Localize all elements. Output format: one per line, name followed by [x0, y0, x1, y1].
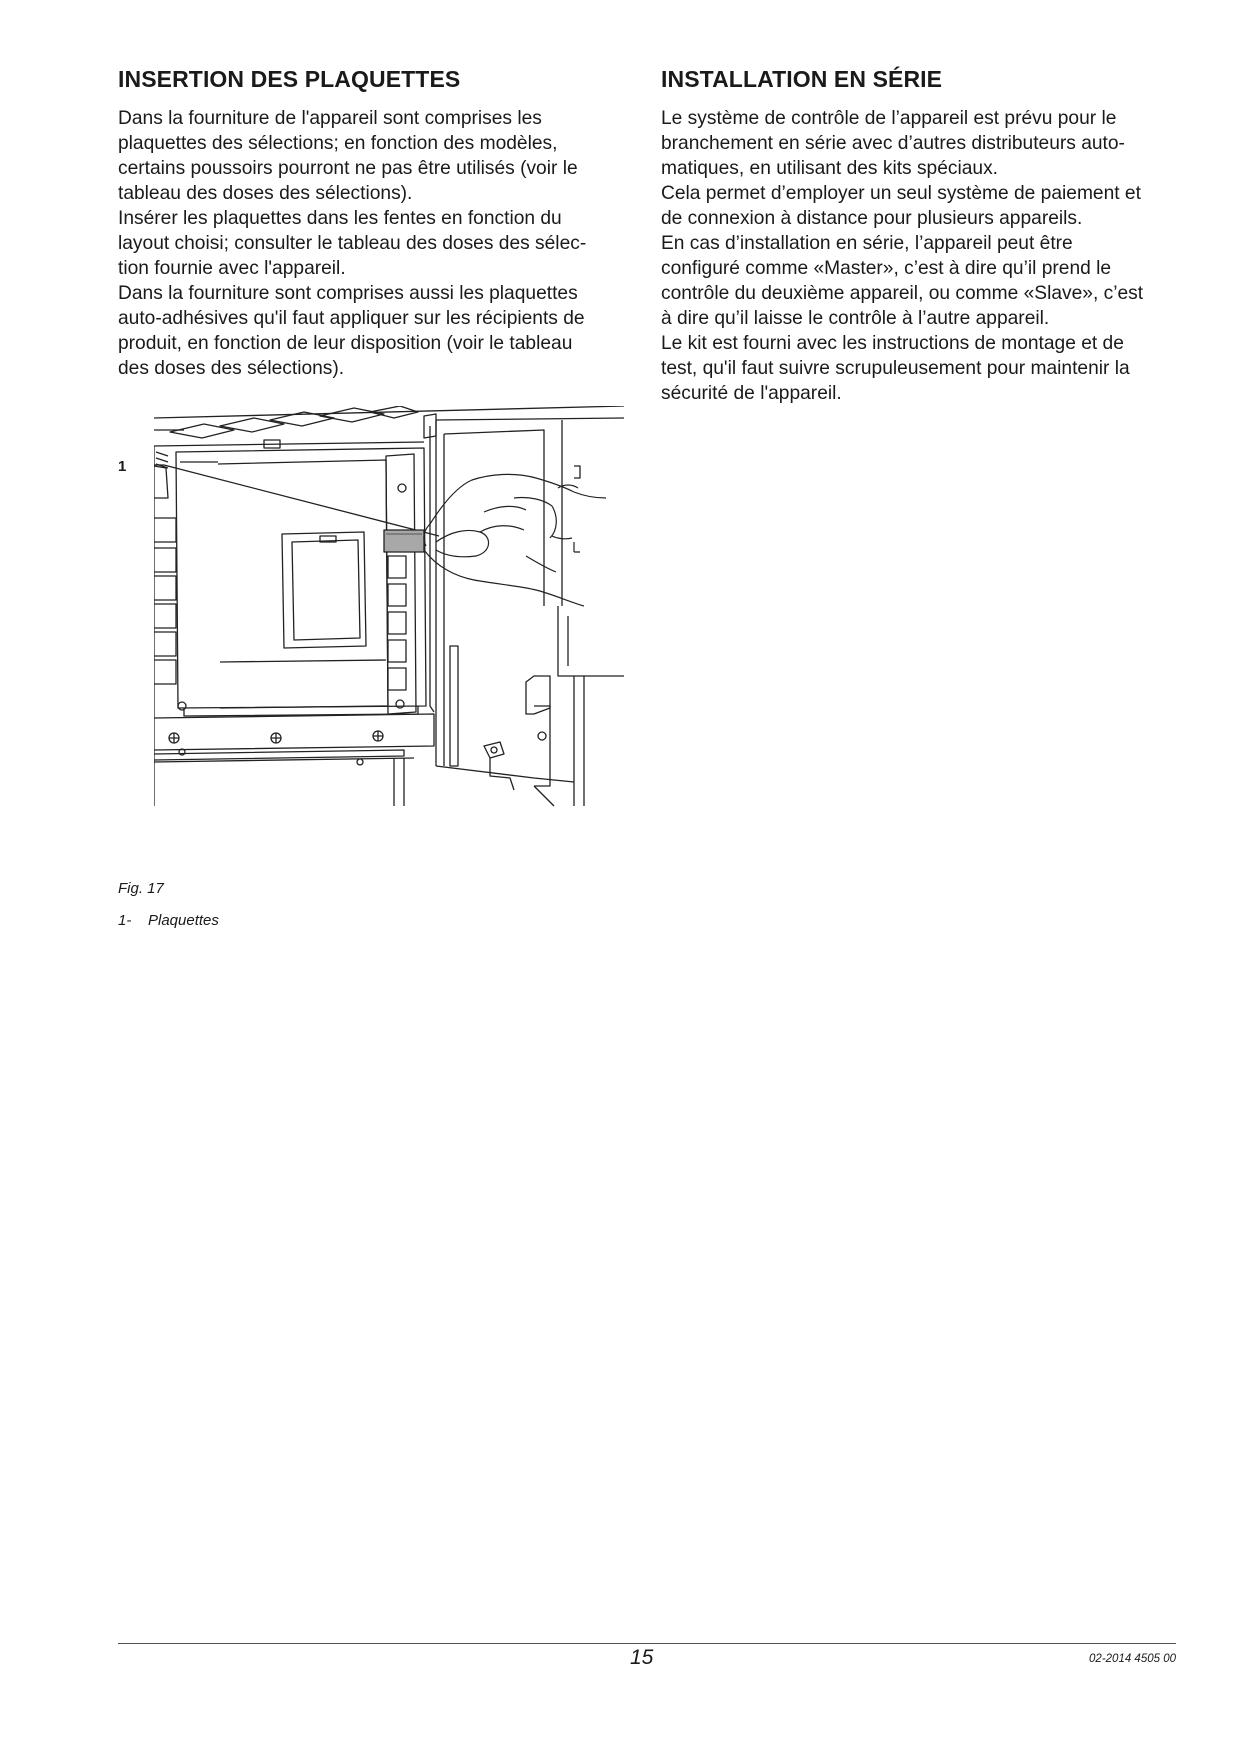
document-code: 02-2014 4505 00	[1089, 1653, 1176, 1665]
top-frame	[154, 406, 624, 446]
body-line: layout choisi; consulter le tableau des doses des sélec-	[118, 233, 587, 254]
body-line: de connexion à distance pour plusieurs appareils.	[661, 208, 1083, 229]
insertion-body-text	[118, 106, 616, 381]
body-line: Dans la fourniture sont comprises aussi les plaquettes	[118, 283, 578, 304]
legend-label: Plaquettes	[148, 912, 219, 929]
lower-plate	[154, 714, 434, 806]
right-column	[661, 62, 1159, 406]
body-line: à dire qu’il laisse le contrôle à l’autre appareil.	[661, 308, 1050, 329]
section-heading-insertion: INSERTION DES PLAQUETTES	[118, 66, 461, 92]
section-heading-installation: INSTALLATION EN SÉRIE	[661, 66, 943, 92]
body-line: auto-adhésives qu'il faut appliquer sur les récipients de	[118, 308, 585, 329]
body-line: Cela permet d’employer un seul système de paiement et	[661, 183, 1141, 204]
body-line: configuré comme «Master», c’est à dire qu’il prend le	[661, 258, 1112, 279]
figure-caption: Fig. 17	[118, 880, 164, 897]
body-line: matiques, en utilisant des kits spéciaux.	[661, 158, 999, 179]
page-number: 15	[630, 1646, 654, 1669]
body-line: tableau des doses des sélections).	[118, 183, 413, 204]
body-line: Insérer les plaquettes dans les fentes en fonction du	[118, 208, 562, 229]
plaquette-slots	[384, 454, 424, 714]
hand-drawing	[424, 474, 606, 606]
body-line: certains poussoirs pourront ne pas être utilisés (voir le	[118, 158, 578, 179]
body-line: des doses des sélections).	[118, 358, 345, 379]
right-door-frame	[430, 420, 624, 806]
body-line: Dans la fourniture de l'appareil sont comprises les	[118, 108, 542, 129]
body-line: sécurité de l'appareil.	[661, 383, 842, 404]
plaquette-being-inserted	[384, 530, 424, 552]
callout-number: 1	[118, 458, 127, 475]
machine-illustration	[154, 406, 624, 876]
legend-number: 1-	[118, 912, 132, 929]
body-line: tion fournie avec l'appareil.	[118, 258, 346, 279]
body-line: En cas d’installation en série, l’appareil peut être	[661, 233, 1073, 254]
body-line: Le kit est fourni avec les instructions de montage et de	[661, 333, 1124, 354]
body-line: branchement en série avec d’autres distributeurs auto-	[661, 133, 1125, 154]
body-line: plaquettes des sélections; en fonction des modèles,	[118, 133, 558, 154]
body-line: produit, en fonction de leur disposition (voir le tableau	[118, 333, 573, 354]
figure-legend	[118, 912, 219, 929]
left-side-panel	[154, 446, 176, 806]
body-line: test, qu'il faut suivre scrupuleusement pour maintenir la	[661, 358, 1130, 379]
left-column	[118, 62, 616, 381]
footer-divider	[118, 1643, 1176, 1644]
body-line: contrôle du deuxième appareil, ou comme «Slave», c’est	[661, 283, 1144, 304]
body-line: Le système de contrôle de l’appareil est prévu pour le	[661, 108, 1117, 129]
callout-leader-line	[164, 465, 439, 536]
installation-body-text	[661, 106, 1159, 406]
